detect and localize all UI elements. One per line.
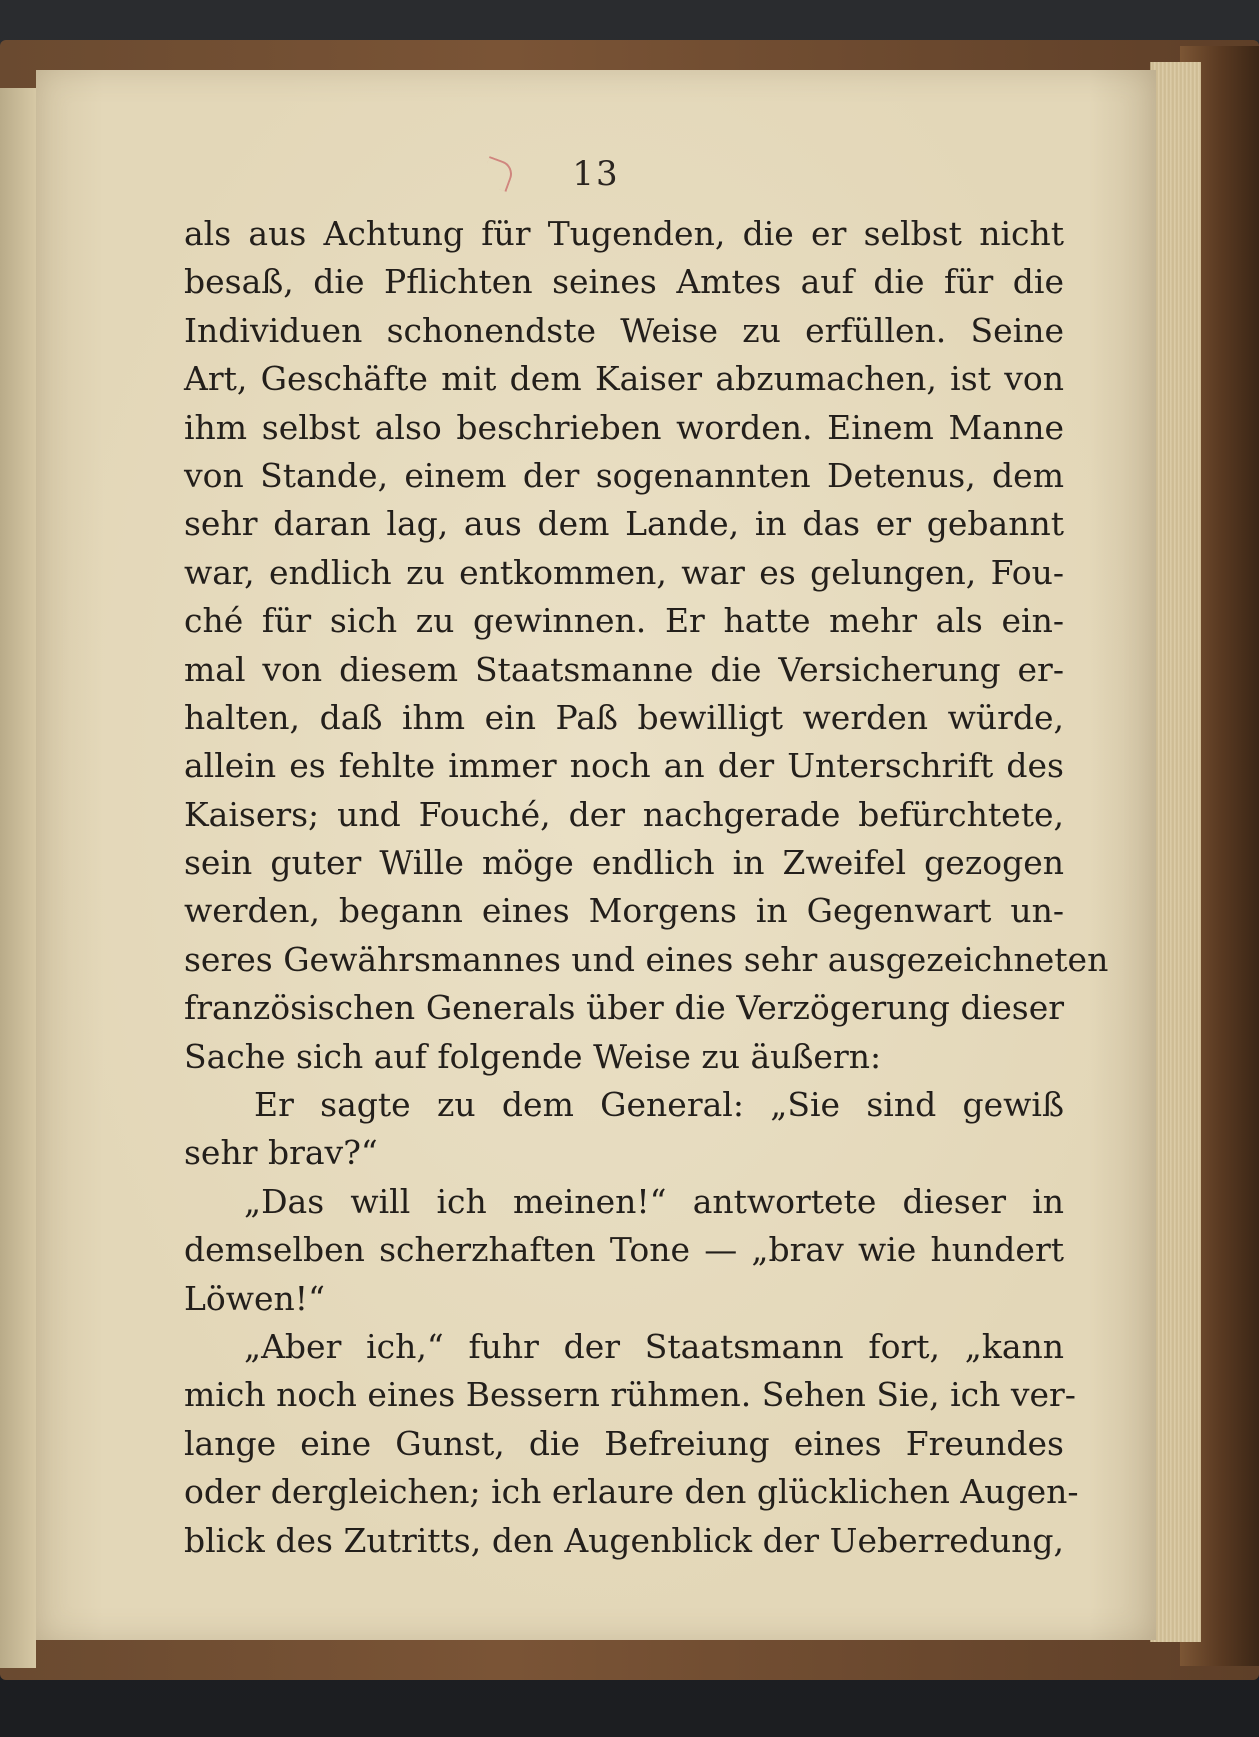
text-line: „Aber ich,“ fuhr der Staatsmann fort, „kann	[244, 1326, 1064, 1366]
text-line: ihm selbst also beschrieben worden. Einem Manne	[184, 407, 1064, 447]
text-line: Art, Geschäfte mit dem Kaiser abzumachen, ist von	[184, 359, 1064, 399]
text-line: halten, daß ihm ein Paß bewilligt werden würde,	[184, 697, 1064, 737]
text-line: werden, begann eines Morgens in Gegenwart un-	[184, 891, 1064, 931]
text-line: als aus Achtung für Tugenden, die er selbst nicht	[184, 214, 1064, 253]
text-line: von Stande, einem der sogenannten Detenus, dem	[184, 455, 1064, 495]
text-line: sehr brav?“	[184, 1133, 378, 1173]
text-line: oder dergleichen; ich erlaure den glücklichen Augen-	[184, 1472, 1079, 1512]
text-line: sein guter Wille möge endlich in Zweifel gezogen	[184, 843, 1064, 883]
adjacent-page-strip	[0, 88, 36, 1668]
text-line: Kaisers; und Fouché, der nachgerade befürchtete,	[184, 794, 1064, 834]
page-stack-edges	[1150, 62, 1201, 1642]
text-line: allein es fehlte immer noch an der Unterschrift des	[184, 746, 1064, 786]
text-line: mich noch eines Bessern rühmen. Sehen Sie, ich ver-	[184, 1375, 1076, 1415]
page-number: 13	[572, 154, 620, 194]
text-line: französischen Generals über die Verzögerung dieser	[184, 988, 1064, 1028]
text-line: Sache sich auf folgende Weise zu äußern:	[184, 1036, 882, 1076]
text-line: „Das will ich meinen!“ antwortete dieser in	[244, 1181, 1064, 1221]
text-line: mal von diesem Staatsmanne die Versicherung er-	[184, 649, 1064, 689]
text-line: Löwen!“	[184, 1278, 325, 1318]
text-line: Individuen schonendste Weise zu erfüllen. Seine	[184, 310, 1064, 350]
text-line: war, endlich zu entkommen, war es gelungen, Fou-	[184, 552, 1064, 592]
text-line: lange eine Gunst, die Befreiung eines Freundes	[184, 1423, 1064, 1463]
text-line: Er sagte zu dem General: „Sie sind gewiß	[254, 1085, 1064, 1125]
text-line: seres Gewährsmannes und eines sehr ausgezeichneten	[184, 939, 1109, 979]
page-text	[184, 210, 1109, 1565]
text-line: besaß, die Pflichten seines Amtes auf die für die	[184, 262, 1064, 302]
book-page	[36, 70, 1156, 1640]
text-line: demselben scherzhaften Tone — „brav wie hundert	[184, 1230, 1064, 1270]
text-line: ché für sich zu gewinnen. Er hatte mehr als ein-	[184, 601, 1064, 641]
text-line: sehr daran lag, aus dem Lande, in das er gebannt	[184, 504, 1064, 544]
text-line: blick des Zutritts, den Augenblick der Ueberredung,	[184, 1520, 1064, 1560]
